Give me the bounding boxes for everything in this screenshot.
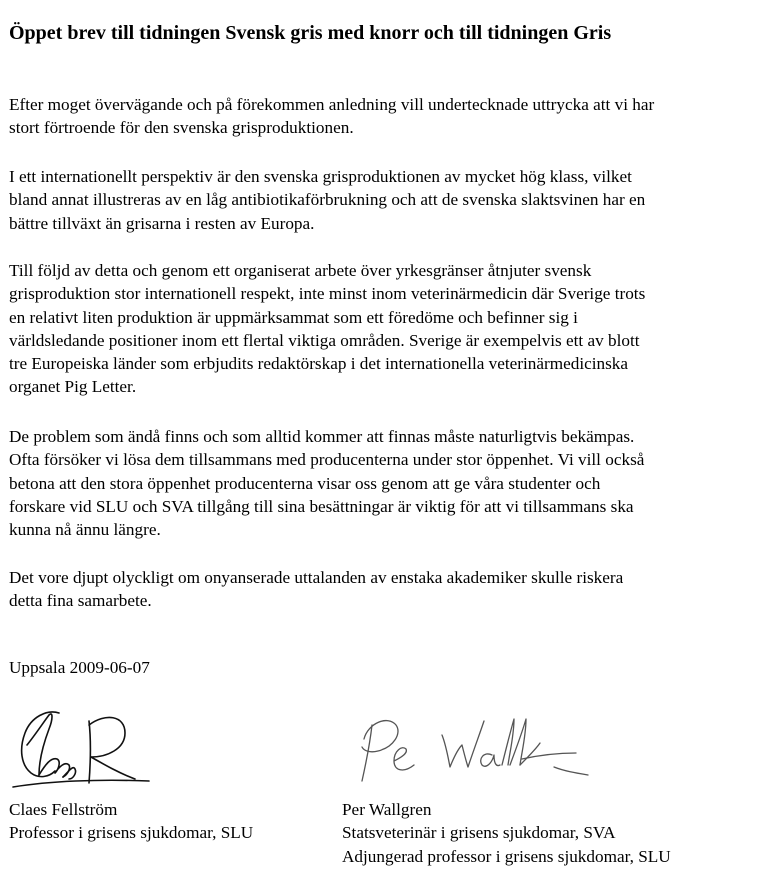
paragraph-4: De problem som ändå finns och som alltid kommer att finnas måste naturligtvis bekämpas. Ofta försöker vi lösa dem tillsammans med producenterna under stor öppenhet. Vi vill också betona att den stora öppenhet producenterna visar oss genom att ge våra studenter och forskare vid SLU och SVA tillgång till sina besättningar är viktig för att vi tillsammans ska kunna nå ännu längre. (9, 427, 645, 540)
signatory-2 (342, 798, 671, 868)
signatory-name: Claes Fellström (9, 800, 118, 819)
dateline: Uppsala 2009-06-07 (9, 658, 150, 677)
signature-per-wallgren (344, 705, 594, 790)
paragraph-1: Efter moget övervägande och på förekommen anledning vill undertecknade uttrycka att vi har stort förtroende för den svenska grisproduktionen. (9, 95, 655, 138)
signatory-name: Per Wallgren (342, 800, 432, 819)
paragraph-5: Det vore djupt olyckligt om onyanserade uttalanden av enstaka akademiker skulle riskera detta fina samarbete. (9, 568, 624, 611)
paragraph-2: I ett internationellt perspektiv är den svenska grisproduktionen av mycket hög klass, vilket bland annat illustreras av en låg antibiotikaförbrukning och att de svenska slaktsvinen har en bättre tillväxt än grisarna i resten av Europa. (9, 167, 646, 233)
paragraph-3: Till följd av detta och genom ett organiserat arbete över yrkesgränser åtnjuter svensk grisproduktion stor internationell respekt, inte minst inom veterinärmedicin där Sverige trots en relativt liten produktion är uppmärksammat som ett föredöme och befinner sig i världsledande positioner inom ett flertal viktiga områden. Sverige är exempelvis ett av blott tre Europeiska länder som erbjudits redaktörskap i det internationella veterinärmedicinska organet Pig Letter. (9, 261, 646, 397)
signatory-1 (9, 798, 253, 845)
signatory-title: Professor i grisens sjukdomar, SLU (9, 823, 254, 843)
letter-title: Öppet brev till tidningen Svensk gris med knorr och till tidningen Gris (9, 22, 612, 44)
signatory-title: Adjungerad professor i grisens sjukdomar, SLU (342, 846, 671, 866)
signatory-title: Statsveterinär i grisens sjukdomar, SVA (342, 823, 616, 843)
signature-claes-fellstrom (9, 705, 164, 790)
